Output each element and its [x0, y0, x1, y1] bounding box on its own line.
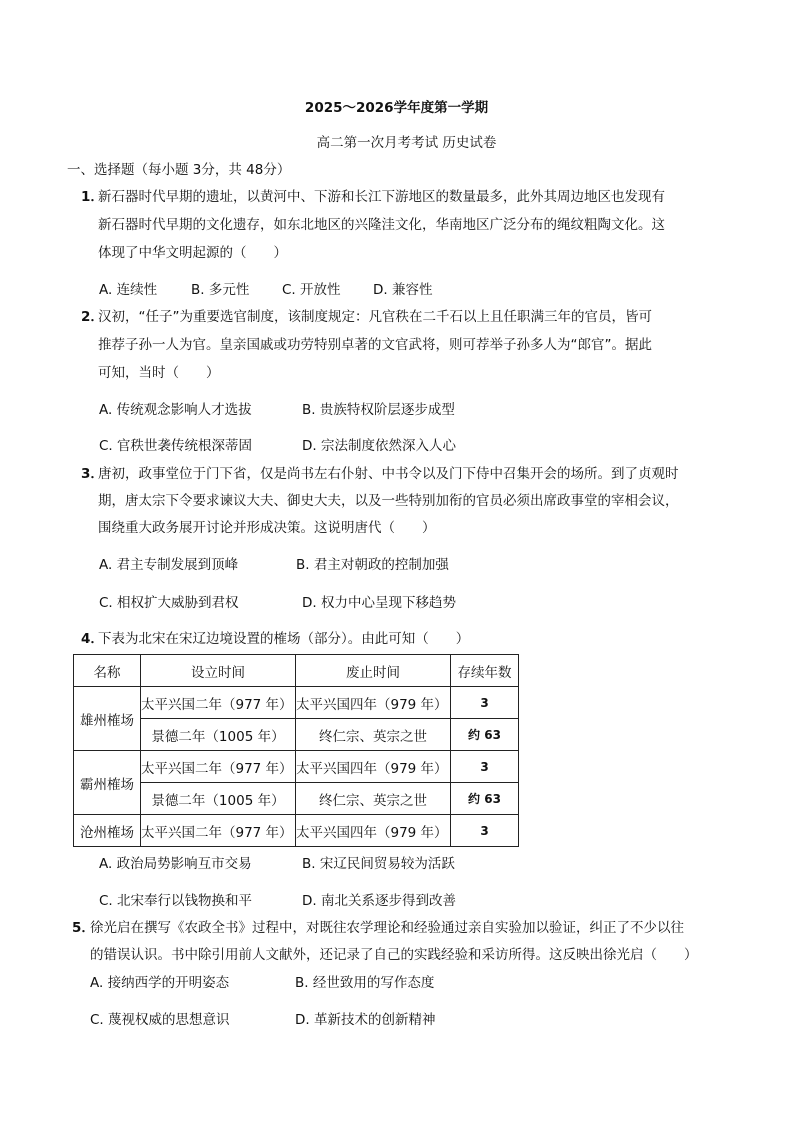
question-text-line: 的错误认识。书中除引用前人文献外，还记录了自己的实践经验和采访所得。这反映出徐光启（ ） — [90, 947, 698, 963]
market-name: 雄州榷场 — [74, 687, 141, 751]
table-row — [74, 815, 519, 847]
question-text-line: 唐初，政事堂位于门下省，仅是尚书左右仆射、中书令以及门下侍中召集开会的场所。到了贞观时 — [98, 466, 679, 482]
option-a: A. 接纳西学的开明姿态 — [90, 975, 230, 991]
question-number: 5． — [72, 920, 95, 936]
abolished-time: 太平兴国四年（979 年） — [296, 751, 451, 783]
abolished-time: 太平兴国四年（979 年） — [296, 687, 451, 719]
option-d: D. 革新技术的创新精神 — [295, 1012, 436, 1028]
question-number: 1． — [81, 189, 104, 205]
table-header: 设立时间 — [141, 655, 296, 687]
option-d: D. 宗法制度依然深入人心 — [302, 438, 456, 454]
established-time: 太平兴国二年（977 年） — [141, 751, 296, 783]
table-header: 废止时间 — [296, 655, 451, 687]
question-text-line: 期，唐太宗下令要求谏议大夫、御史大夫，以及一些特别加衔的官员必须出席政事堂的宰相会议， — [98, 493, 679, 509]
question-text-line: 推荐子孙一人为官。皇亲国戚或功劳特别卓著的文官武将，则可荐举子孙多人为“郎官”。据此 — [98, 337, 652, 353]
duration-years: 约 63 — [451, 719, 519, 751]
option-c: C. 北宋奉行以钱物换和平 — [99, 893, 253, 909]
table-header: 名称 — [74, 655, 141, 687]
option-a: A. 政治局势影响互市交易 — [99, 856, 252, 872]
duration-years: 3 — [451, 815, 519, 847]
market-name: 沧州榷场 — [74, 815, 141, 847]
option-c: C. 开放性 — [282, 282, 341, 298]
option-c: C. 官秩世袭传统根深蒂固 — [99, 438, 253, 454]
question-text-line: 围绕重大政务展开讨论并形成决策。这说明唐代（ ） — [98, 520, 436, 536]
table-row — [74, 751, 519, 783]
option-a: A. 君主专制发展到顶峰 — [99, 557, 239, 573]
established-time: 太平兴国二年（977 年） — [141, 687, 296, 719]
established-time: 景德二年（1005 年） — [141, 783, 296, 815]
abolished-time: 终仁宗、英宗之世 — [296, 783, 451, 815]
duration-years: 约 63 — [451, 783, 519, 815]
option-b: B. 经世致用的写作态度 — [295, 975, 435, 991]
abolished-time: 太平兴国四年（979 年） — [296, 815, 451, 847]
question-text-line: 徐光启在撰写《农政全书》过程中，对既往农学理论和经验通过亲自实验加以验证，纠正了不少以往 — [90, 920, 684, 936]
exam-term: 2025～2026学年度第一学期 — [304, 100, 489, 116]
question-number: 4． — [81, 631, 104, 647]
duration-years: 3 — [451, 751, 519, 783]
question-number: 3． — [81, 466, 104, 482]
option-a: A. 传统观念影响人才选拔 — [99, 402, 252, 418]
question-text-line: 可知，当时（ ） — [98, 365, 220, 381]
section-title: 一、选择题（每小题 3分，共 48分） — [67, 162, 291, 178]
table-header: 存续年数 — [451, 655, 519, 687]
option-c: C. 蔑视权威的思想意识 — [90, 1012, 230, 1028]
option-b: B. 宋辽民间贸易较为活跃 — [302, 856, 455, 872]
question-text-line: 下表为北宋在宋辽边境设置的榷场（部分）。由此可知（ ） — [98, 631, 470, 647]
option-b: B. 多元性 — [191, 282, 250, 298]
question-number: 2． — [81, 309, 104, 325]
question-text-line: 新石器时代早期的文化遗存，如东北地区的兴隆洼文化，华南地区广泛分布的绳纹粗陶文化。这 — [98, 217, 665, 233]
table-row — [74, 719, 519, 751]
question-text-line: 新石器时代早期的遗址，以黄河中、下游和长江下游地区的数量最多，此外其周边地区也发现有 — [98, 189, 665, 205]
option-d: D. 南北关系逐步得到改善 — [302, 893, 456, 909]
abolished-time: 终仁宗、英宗之世 — [296, 719, 451, 751]
market-name: 霸州榷场 — [74, 751, 141, 815]
option-b: B. 君主对朝政的控制加强 — [296, 557, 449, 573]
option-d: D. 兼容性 — [373, 282, 433, 298]
market-table — [73, 654, 519, 847]
established-time: 景德二年（1005 年） — [141, 719, 296, 751]
option-b: B. 贵族特权阶层逐步成型 — [302, 402, 455, 418]
question-text-line: 体现了中华文明起源的（ ） — [98, 245, 287, 261]
option-a: A. 连续性 — [99, 282, 158, 298]
option-c: C. 相权扩大威胁到君权 — [99, 595, 239, 611]
question-text-line: 汉初，“任子”为重要选官制度，该制度规定：凡官秩在二千石以上且任职满三年的官员，皆可 — [98, 309, 652, 325]
table-row — [74, 687, 519, 719]
duration-years: 3 — [451, 687, 519, 719]
established-time: 太平兴国二年（977 年） — [141, 815, 296, 847]
table-header-row — [74, 655, 519, 687]
table-row — [74, 783, 519, 815]
option-d: D. 权力中心呈现下移趋势 — [302, 595, 456, 611]
exam-title: 高二第一次月考考试 历史试卷 — [316, 135, 497, 151]
